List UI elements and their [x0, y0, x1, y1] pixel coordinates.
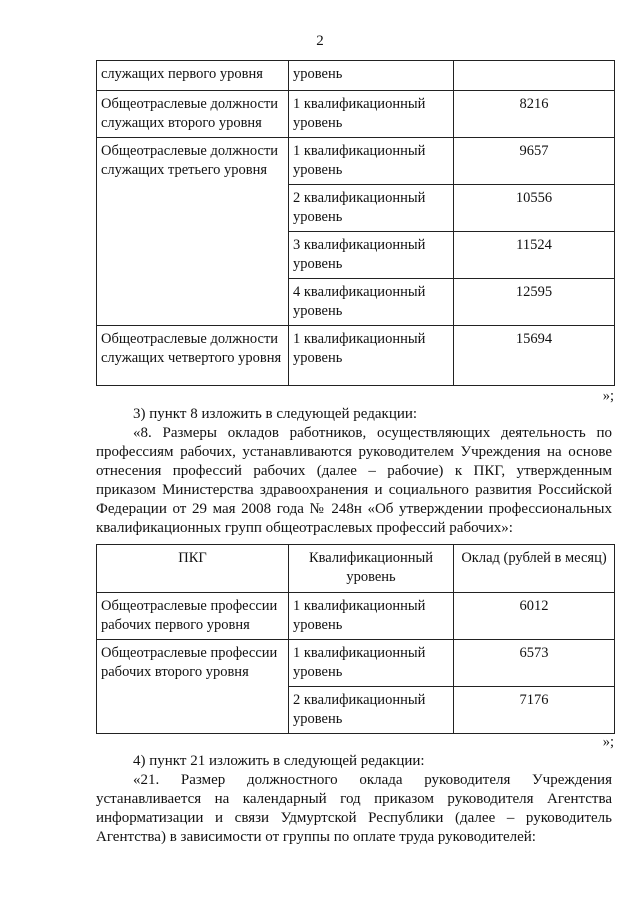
- salary-cell: 11524: [454, 232, 615, 279]
- salary-cell: 7176: [454, 687, 615, 734]
- salary-cell: 10556: [454, 185, 615, 232]
- level-cell: 1 квалификационный уровень: [289, 640, 454, 687]
- level-cell: 1 квалификационный уровень: [289, 593, 454, 640]
- level-cell: 1 квалификационный уровень: [289, 91, 454, 138]
- salary-cell: 6573: [454, 640, 615, 687]
- item-3-text: [96, 424, 612, 538]
- salary-cell: [454, 61, 615, 91]
- level-cell: уровень: [289, 61, 454, 91]
- level-cell: 2 квалификационный уровень: [289, 687, 454, 734]
- pkg-cell: служащих первого уровня: [97, 61, 289, 91]
- salary-cell: 8216: [454, 91, 615, 138]
- item-4-heading: 4) пункт 21 изложить в следующей редакции:: [133, 753, 425, 769]
- table-header-row: [97, 545, 615, 593]
- table-row: [97, 593, 615, 640]
- pkg-cell: Общеотраслевые профессии рабочих второго уровня: [97, 640, 289, 734]
- text-line: квалификационных групп общеотраслевых профессий рабочих»:: [96, 520, 513, 536]
- closing-quote: »;: [602, 734, 614, 750]
- text-line: Агентства) в зависимости от группы по оплате труда руководителей:: [96, 829, 536, 845]
- table-row: [97, 61, 615, 91]
- table-row: [97, 138, 615, 185]
- level-cell: 1 квалификационный уровень: [289, 326, 454, 386]
- pkg-cell: Общеотраслевые должности служащих третьего уровня: [97, 138, 289, 326]
- salary-cell: 6012: [454, 593, 615, 640]
- text-line: отнесения профессий рабочих (далее – рабочие) к ПКГ, утвержденным: [96, 463, 612, 479]
- level-cell: 2 квалификационный уровень: [289, 185, 454, 232]
- pkg-cell: Общеотраслевые должности служащих второго уровня: [97, 91, 289, 138]
- table-row: [97, 91, 615, 138]
- level-cell: 4 квалификационный уровень: [289, 279, 454, 326]
- salary-cell: 15694: [454, 326, 615, 386]
- text-line: устанавливается на календарный год приказом руководителя Агентства: [96, 791, 612, 807]
- text-line: Федерации от 29 мая 2008 года № 248н «Об утверждении профессиональных: [96, 501, 612, 517]
- column-header: ПКГ: [97, 545, 289, 593]
- column-header: Оклад (рублей в месяц): [454, 545, 615, 593]
- table-row: [97, 326, 615, 386]
- level-cell: 3 квалификационный уровень: [289, 232, 454, 279]
- text-line: профессиям рабочих, устанавливаются руководителем Учреждения на основе: [96, 444, 612, 460]
- pkg-cell: Общеотраслевые профессии рабочих первого уровня: [97, 593, 289, 640]
- table-row: [97, 640, 615, 687]
- salary-cell: 9657: [454, 138, 615, 185]
- text-line: информатизации и связи Удмуртской Республики (далее – руководитель: [96, 810, 612, 826]
- column-header: Квалификационный уровень: [289, 545, 454, 593]
- salary-table-employees: [96, 60, 615, 386]
- level-cell: 1 квалификационный уровень: [289, 138, 454, 185]
- text-line: «21. Размер должностного оклада руководителя Учреждения: [133, 772, 612, 788]
- closing-quote: »;: [602, 388, 614, 404]
- text-line: приказом Министерства здравоохранения и социального развития Российской: [96, 482, 612, 498]
- text-line: «8. Размеры окладов работников, осуществляющих деятельность по: [133, 425, 612, 441]
- item-3-heading: 3) пункт 8 изложить в следующей редакции:: [133, 406, 418, 422]
- salary-table-workers: [96, 544, 615, 734]
- page-number: 2: [316, 33, 324, 49]
- pkg-cell: Общеотраслевые должности служащих четвертого уровня: [97, 326, 289, 386]
- item-4-text: [96, 771, 612, 847]
- salary-cell: 12595: [454, 279, 615, 326]
